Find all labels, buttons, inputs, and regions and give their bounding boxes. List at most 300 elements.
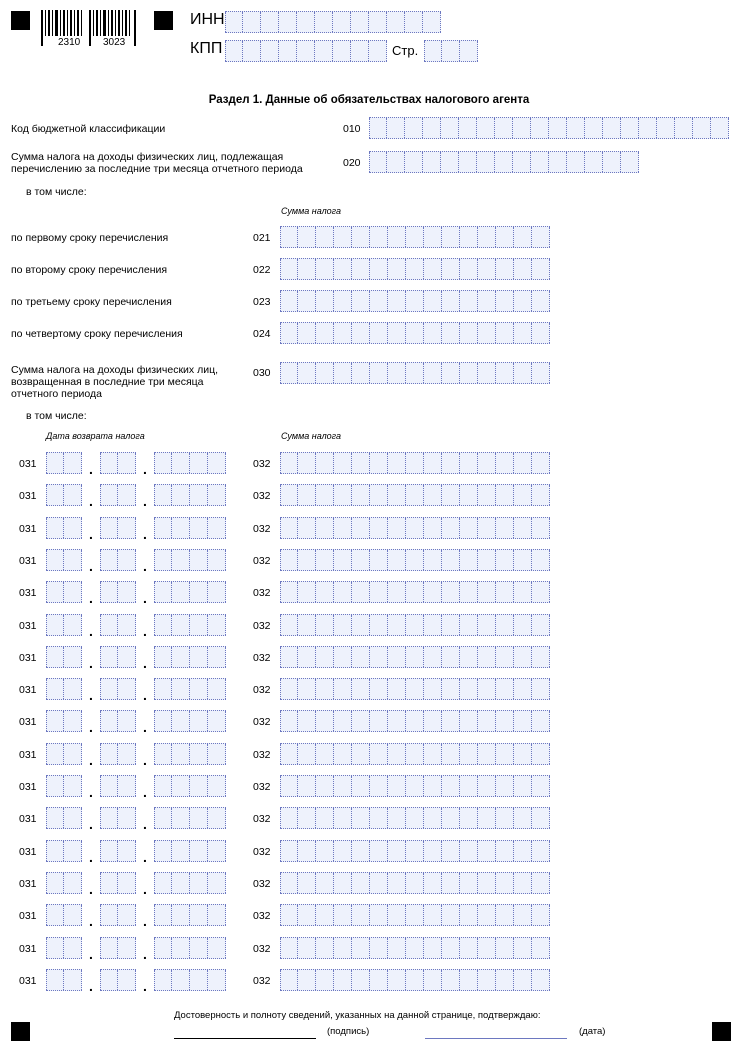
input-cell[interactable] — [316, 776, 334, 796]
input-cell[interactable] — [424, 873, 442, 893]
refund-year-field[interactable] — [154, 743, 226, 765]
budget-classification-code-field[interactable] — [369, 117, 729, 139]
input-cell[interactable] — [46, 615, 64, 635]
input-cell[interactable] — [100, 615, 118, 635]
input-cell[interactable] — [208, 970, 226, 990]
input-cell[interactable] — [370, 485, 388, 505]
input-cell[interactable] — [298, 970, 316, 990]
input-cell[interactable] — [478, 679, 496, 699]
input-cell[interactable] — [675, 118, 693, 138]
input-cell[interactable] — [190, 679, 208, 699]
input-cell[interactable] — [514, 841, 532, 861]
input-cell[interactable] — [424, 679, 442, 699]
input-cell[interactable] — [460, 808, 478, 828]
input-cell[interactable] — [532, 808, 550, 828]
input-cell[interactable] — [424, 776, 442, 796]
input-cell[interactable] — [190, 550, 208, 570]
refund-year-field[interactable] — [154, 452, 226, 474]
refund-month-field[interactable] — [100, 549, 136, 571]
input-cell[interactable] — [280, 679, 298, 699]
input-cell[interactable] — [406, 744, 424, 764]
input-cell[interactable] — [334, 679, 352, 699]
input-cell[interactable] — [406, 363, 424, 383]
input-cell[interactable] — [172, 679, 190, 699]
refund-month-field[interactable] — [100, 484, 136, 506]
first-term-sum-field[interactable] — [280, 226, 550, 248]
refund-year-field[interactable] — [154, 969, 226, 991]
input-cell[interactable] — [496, 938, 514, 958]
input-cell[interactable] — [154, 485, 172, 505]
input-cell[interactable] — [208, 808, 226, 828]
input-cell[interactable] — [280, 485, 298, 505]
input-cell[interactable] — [387, 152, 405, 172]
input-cell[interactable] — [298, 905, 316, 925]
input-cell[interactable] — [460, 938, 478, 958]
input-cell[interactable] — [388, 711, 406, 731]
input-cell[interactable] — [64, 711, 82, 731]
input-cell[interactable] — [352, 291, 370, 311]
input-cell[interactable] — [514, 905, 532, 925]
input-cell[interactable] — [478, 711, 496, 731]
input-cell[interactable] — [118, 647, 136, 667]
input-cell[interactable] — [514, 485, 532, 505]
input-cell[interactable] — [496, 291, 514, 311]
input-cell[interactable] — [333, 41, 351, 61]
input-cell[interactable] — [298, 518, 316, 538]
input-cell[interactable] — [280, 550, 298, 570]
input-cell[interactable] — [64, 582, 82, 602]
input-cell[interactable] — [316, 582, 334, 602]
input-cell[interactable] — [334, 259, 352, 279]
input-cell[interactable] — [100, 647, 118, 667]
input-cell[interactable] — [46, 518, 64, 538]
input-cell[interactable] — [172, 938, 190, 958]
inn-field[interactable] — [225, 11, 441, 33]
input-cell[interactable] — [351, 12, 369, 32]
input-cell[interactable] — [621, 152, 639, 172]
input-cell[interactable] — [316, 970, 334, 990]
input-cell[interactable] — [478, 615, 496, 635]
refund-day-field[interactable] — [46, 775, 82, 797]
input-cell[interactable] — [693, 118, 711, 138]
input-cell[interactable] — [405, 12, 423, 32]
input-cell[interactable] — [64, 485, 82, 505]
input-cell[interactable] — [64, 970, 82, 990]
input-cell[interactable] — [532, 323, 550, 343]
input-cell[interactable] — [406, 873, 424, 893]
input-cell[interactable] — [496, 647, 514, 667]
input-cell[interactable] — [154, 938, 172, 958]
input-cell[interactable] — [585, 118, 603, 138]
input-cell[interactable] — [477, 152, 495, 172]
input-cell[interactable] — [370, 453, 388, 473]
input-cell[interactable] — [334, 323, 352, 343]
input-cell[interactable] — [478, 582, 496, 602]
input-cell[interactable] — [460, 905, 478, 925]
refund-month-field[interactable] — [100, 581, 136, 603]
input-cell[interactable] — [208, 873, 226, 893]
input-cell[interactable] — [118, 938, 136, 958]
input-cell[interactable] — [118, 711, 136, 731]
refund-day-field[interactable] — [46, 484, 82, 506]
input-cell[interactable] — [424, 453, 442, 473]
input-cell[interactable] — [369, 12, 387, 32]
input-cell[interactable] — [460, 485, 478, 505]
input-cell[interactable] — [460, 582, 478, 602]
refund-year-field[interactable] — [154, 872, 226, 894]
input-cell[interactable] — [64, 518, 82, 538]
input-cell[interactable] — [370, 776, 388, 796]
input-cell[interactable] — [424, 582, 442, 602]
input-cell[interactable] — [514, 615, 532, 635]
tax-sum-due-field[interactable] — [369, 151, 639, 173]
input-cell[interactable] — [532, 550, 550, 570]
input-cell[interactable] — [154, 647, 172, 667]
input-cell[interactable] — [478, 363, 496, 383]
input-cell[interactable] — [280, 582, 298, 602]
input-cell[interactable] — [405, 118, 423, 138]
input-cell[interactable] — [567, 152, 585, 172]
input-cell[interactable] — [460, 227, 478, 247]
input-cell[interactable] — [513, 118, 531, 138]
input-cell[interactable] — [406, 518, 424, 538]
input-cell[interactable] — [118, 582, 136, 602]
input-cell[interactable] — [424, 808, 442, 828]
input-cell[interactable] — [190, 647, 208, 667]
input-cell[interactable] — [442, 711, 460, 731]
input-cell[interactable] — [460, 453, 478, 473]
input-cell[interactable] — [64, 776, 82, 796]
refund-year-field[interactable] — [154, 840, 226, 862]
input-cell[interactable] — [424, 905, 442, 925]
input-cell[interactable] — [334, 550, 352, 570]
input-cell[interactable] — [460, 518, 478, 538]
input-cell[interactable] — [190, 582, 208, 602]
input-cell[interactable] — [154, 776, 172, 796]
input-cell[interactable] — [388, 323, 406, 343]
input-cell[interactable] — [64, 905, 82, 925]
input-cell[interactable] — [298, 227, 316, 247]
input-cell[interactable] — [298, 647, 316, 667]
input-cell[interactable] — [388, 808, 406, 828]
input-cell[interactable] — [64, 679, 82, 699]
input-cell[interactable] — [442, 291, 460, 311]
input-cell[interactable] — [297, 41, 315, 61]
input-cell[interactable] — [478, 453, 496, 473]
input-cell[interactable] — [280, 808, 298, 828]
input-cell[interactable] — [208, 776, 226, 796]
input-cell[interactable] — [46, 970, 64, 990]
refund-tax-sum-field[interactable] — [280, 614, 550, 636]
input-cell[interactable] — [388, 582, 406, 602]
input-cell[interactable] — [298, 259, 316, 279]
input-cell[interactable] — [496, 808, 514, 828]
input-cell[interactable] — [172, 647, 190, 667]
input-cell[interactable] — [478, 518, 496, 538]
input-cell[interactable] — [298, 323, 316, 343]
input-cell[interactable] — [388, 518, 406, 538]
input-cell[interactable] — [208, 905, 226, 925]
input-cell[interactable] — [424, 744, 442, 764]
refund-tax-sum-field[interactable] — [280, 646, 550, 668]
input-cell[interactable] — [478, 485, 496, 505]
input-cell[interactable] — [477, 118, 495, 138]
refund-tax-sum-field[interactable] — [280, 807, 550, 829]
input-cell[interactable] — [316, 518, 334, 538]
input-cell[interactable] — [172, 808, 190, 828]
input-cell[interactable] — [298, 291, 316, 311]
refund-day-field[interactable] — [46, 517, 82, 539]
input-cell[interactable] — [442, 550, 460, 570]
input-cell[interactable] — [334, 873, 352, 893]
input-cell[interactable] — [531, 118, 549, 138]
input-cell[interactable] — [406, 582, 424, 602]
input-cell[interactable] — [154, 873, 172, 893]
input-cell[interactable] — [639, 118, 657, 138]
input-cell[interactable] — [496, 550, 514, 570]
refund-month-field[interactable] — [100, 840, 136, 862]
refund-month-field[interactable] — [100, 872, 136, 894]
input-cell[interactable] — [118, 518, 136, 538]
input-cell[interactable] — [370, 615, 388, 635]
input-cell[interactable] — [154, 615, 172, 635]
input-cell[interactable] — [406, 647, 424, 667]
input-cell[interactable] — [442, 363, 460, 383]
input-cell[interactable] — [532, 776, 550, 796]
input-cell[interactable] — [100, 711, 118, 731]
input-cell[interactable] — [118, 485, 136, 505]
input-cell[interactable] — [424, 485, 442, 505]
input-cell[interactable] — [370, 711, 388, 731]
input-cell[interactable] — [154, 905, 172, 925]
input-cell[interactable] — [442, 323, 460, 343]
input-cell[interactable] — [316, 905, 334, 925]
refund-year-field[interactable] — [154, 484, 226, 506]
input-cell[interactable] — [442, 970, 460, 990]
input-cell[interactable] — [406, 970, 424, 990]
input-cell[interactable] — [280, 905, 298, 925]
input-cell[interactable] — [298, 363, 316, 383]
refund-month-field[interactable] — [100, 710, 136, 732]
input-cell[interactable] — [478, 808, 496, 828]
input-cell[interactable] — [424, 41, 442, 61]
input-cell[interactable] — [388, 970, 406, 990]
input-cell[interactable] — [334, 970, 352, 990]
input-cell[interactable] — [532, 615, 550, 635]
refund-tax-sum-field[interactable] — [280, 775, 550, 797]
input-cell[interactable] — [478, 970, 496, 990]
input-cell[interactable] — [279, 12, 297, 32]
input-cell[interactable] — [46, 938, 64, 958]
refund-tax-sum-field[interactable] — [280, 517, 550, 539]
input-cell[interactable] — [424, 323, 442, 343]
input-cell[interactable] — [352, 518, 370, 538]
input-cell[interactable] — [280, 970, 298, 990]
input-cell[interactable] — [118, 550, 136, 570]
input-cell[interactable] — [514, 550, 532, 570]
input-cell[interactable] — [100, 679, 118, 699]
refund-year-field[interactable] — [154, 549, 226, 571]
input-cell[interactable] — [46, 453, 64, 473]
input-cell[interactable] — [423, 118, 441, 138]
input-cell[interactable] — [496, 227, 514, 247]
input-cell[interactable] — [496, 323, 514, 343]
input-cell[interactable] — [514, 679, 532, 699]
input-cell[interactable] — [370, 970, 388, 990]
input-cell[interactable] — [370, 227, 388, 247]
input-cell[interactable] — [261, 41, 279, 61]
input-cell[interactable] — [442, 744, 460, 764]
input-cell[interactable] — [154, 453, 172, 473]
input-cell[interactable] — [154, 518, 172, 538]
input-cell[interactable] — [190, 711, 208, 731]
input-cell[interactable] — [423, 152, 441, 172]
input-cell[interactable] — [388, 938, 406, 958]
fourth-term-sum-field[interactable] — [280, 322, 550, 344]
input-cell[interactable] — [334, 615, 352, 635]
input-cell[interactable] — [388, 873, 406, 893]
input-cell[interactable] — [352, 615, 370, 635]
input-cell[interactable] — [334, 744, 352, 764]
input-cell[interactable] — [388, 615, 406, 635]
refunded-tax-sum-field[interactable] — [280, 362, 550, 384]
input-cell[interactable] — [532, 291, 550, 311]
input-cell[interactable] — [208, 518, 226, 538]
input-cell[interactable] — [370, 647, 388, 667]
input-cell[interactable] — [424, 938, 442, 958]
input-cell[interactable] — [118, 873, 136, 893]
input-cell[interactable] — [514, 518, 532, 538]
input-cell[interactable] — [64, 938, 82, 958]
input-cell[interactable] — [406, 550, 424, 570]
input-cell[interactable] — [208, 647, 226, 667]
input-cell[interactable] — [603, 118, 621, 138]
input-cell[interactable] — [154, 744, 172, 764]
input-cell[interactable] — [496, 711, 514, 731]
input-cell[interactable] — [370, 938, 388, 958]
input-cell[interactable] — [208, 744, 226, 764]
refund-day-field[interactable] — [46, 743, 82, 765]
refund-day-field[interactable] — [46, 904, 82, 926]
refund-month-field[interactable] — [100, 614, 136, 636]
input-cell[interactable] — [172, 873, 190, 893]
input-cell[interactable] — [154, 841, 172, 861]
input-cell[interactable] — [298, 808, 316, 828]
input-cell[interactable] — [208, 679, 226, 699]
input-cell[interactable] — [154, 970, 172, 990]
input-cell[interactable] — [406, 808, 424, 828]
refund-day-field[interactable] — [46, 581, 82, 603]
input-cell[interactable] — [442, 808, 460, 828]
input-cell[interactable] — [478, 744, 496, 764]
input-cell[interactable] — [190, 453, 208, 473]
input-cell[interactable] — [46, 485, 64, 505]
input-cell[interactable] — [460, 615, 478, 635]
input-cell[interactable] — [388, 905, 406, 925]
input-cell[interactable] — [316, 711, 334, 731]
input-cell[interactable] — [532, 453, 550, 473]
refund-month-field[interactable] — [100, 517, 136, 539]
input-cell[interactable] — [603, 152, 621, 172]
input-cell[interactable] — [118, 905, 136, 925]
input-cell[interactable] — [406, 841, 424, 861]
input-cell[interactable] — [298, 679, 316, 699]
input-cell[interactable] — [208, 453, 226, 473]
input-cell[interactable] — [334, 291, 352, 311]
input-cell[interactable] — [190, 485, 208, 505]
input-cell[interactable] — [424, 711, 442, 731]
input-cell[interactable] — [352, 323, 370, 343]
input-cell[interactable] — [495, 152, 513, 172]
input-cell[interactable] — [406, 679, 424, 699]
input-cell[interactable] — [424, 518, 442, 538]
input-cell[interactable] — [496, 363, 514, 383]
input-cell[interactable] — [478, 905, 496, 925]
input-cell[interactable] — [100, 841, 118, 861]
input-cell[interactable] — [334, 841, 352, 861]
input-cell[interactable] — [118, 808, 136, 828]
refund-year-field[interactable] — [154, 807, 226, 829]
input-cell[interactable] — [298, 582, 316, 602]
refund-year-field[interactable] — [154, 904, 226, 926]
input-cell[interactable] — [261, 12, 279, 32]
input-cell[interactable] — [190, 615, 208, 635]
refund-tax-sum-field[interactable] — [280, 678, 550, 700]
input-cell[interactable] — [172, 776, 190, 796]
input-cell[interactable] — [460, 776, 478, 796]
refund-year-field[interactable] — [154, 614, 226, 636]
input-cell[interactable] — [334, 808, 352, 828]
input-cell[interactable] — [369, 152, 387, 172]
input-cell[interactable] — [532, 259, 550, 279]
refund-tax-sum-field[interactable] — [280, 452, 550, 474]
input-cell[interactable] — [46, 550, 64, 570]
refund-tax-sum-field[interactable] — [280, 872, 550, 894]
input-cell[interactable] — [334, 776, 352, 796]
input-cell[interactable] — [352, 679, 370, 699]
input-cell[interactable] — [460, 841, 478, 861]
input-cell[interactable] — [172, 550, 190, 570]
kpp-field[interactable] — [225, 40, 387, 62]
input-cell[interactable] — [46, 711, 64, 731]
input-cell[interactable] — [657, 118, 675, 138]
input-cell[interactable] — [514, 970, 532, 990]
input-cell[interactable] — [316, 679, 334, 699]
input-cell[interactable] — [442, 905, 460, 925]
input-cell[interactable] — [711, 118, 729, 138]
input-cell[interactable] — [334, 938, 352, 958]
input-cell[interactable] — [423, 12, 441, 32]
input-cell[interactable] — [118, 776, 136, 796]
input-cell[interactable] — [298, 485, 316, 505]
input-cell[interactable] — [208, 615, 226, 635]
input-cell[interactable] — [352, 841, 370, 861]
input-cell[interactable] — [154, 711, 172, 731]
input-cell[interactable] — [46, 647, 64, 667]
input-cell[interactable] — [208, 841, 226, 861]
input-cell[interactable] — [370, 808, 388, 828]
input-cell[interactable] — [514, 259, 532, 279]
input-cell[interactable] — [280, 841, 298, 861]
input-cell[interactable] — [532, 582, 550, 602]
input-cell[interactable] — [442, 518, 460, 538]
input-cell[interactable] — [406, 615, 424, 635]
input-cell[interactable] — [442, 259, 460, 279]
refund-month-field[interactable] — [100, 743, 136, 765]
input-cell[interactable] — [280, 938, 298, 958]
input-cell[interactable] — [243, 41, 261, 61]
input-cell[interactable] — [442, 776, 460, 796]
